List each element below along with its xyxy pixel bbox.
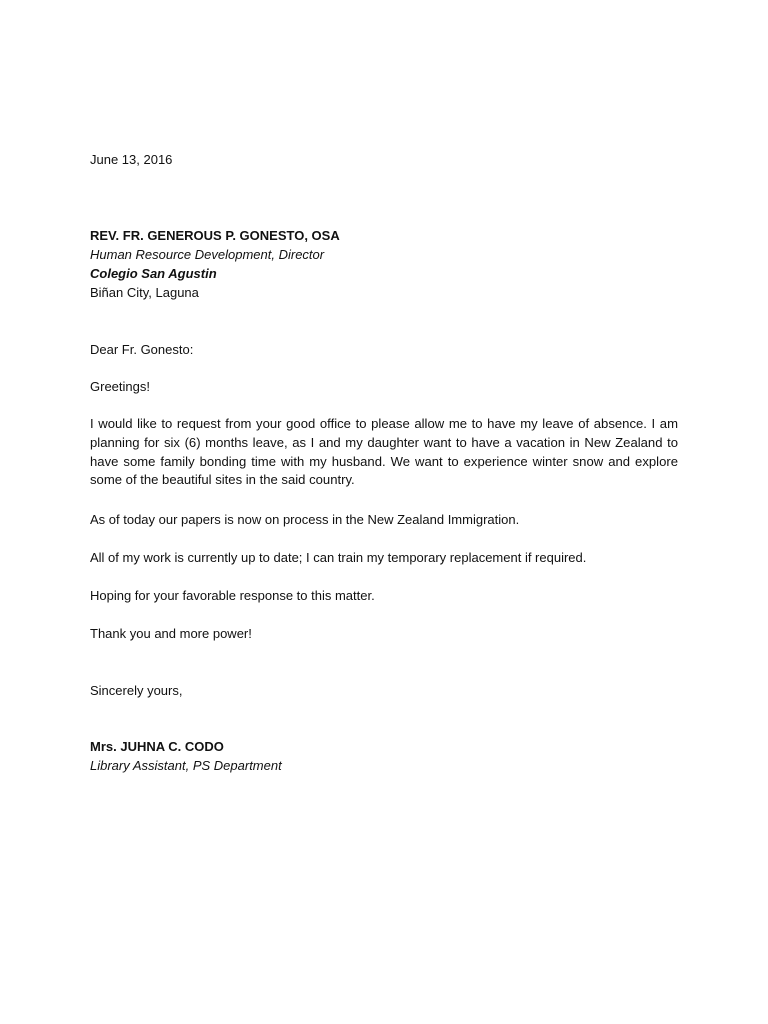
recipient-institution: Colegio San Agustin	[90, 266, 217, 281]
sender-name: Mrs. JUHNA C. CODO	[90, 739, 224, 754]
salutation: Dear Fr. Gonesto:	[90, 342, 194, 357]
closing: Sincerely yours,	[90, 683, 183, 698]
greeting: Greetings!	[90, 379, 150, 394]
body-paragraph: As of today our papers is now on process in the New Zealand Immigration.	[90, 512, 520, 527]
body-paragraph: All of my work is currently up to date; I can train my temporary replacement if required.	[90, 550, 587, 565]
recipient-city: Biñan City, Laguna	[90, 285, 199, 300]
body-paragraph: Hoping for your favorable response to this matter.	[90, 588, 375, 603]
recipient-name: REV. FR. GENEROUS P. GONESTO, OSA	[90, 228, 340, 243]
recipient-title: Human Resource Development, Director	[90, 247, 325, 262]
letter-date: June 13, 2016	[90, 152, 173, 167]
sender-title: Library Assistant, PS Department	[90, 758, 282, 773]
body-paragraph: Thank you and more power!	[90, 626, 252, 641]
body-paragraph: I would like to request from your good office to please allow me to have my leave of absence. I am planning for six (6) months leave, as I and my daughter want to have a vacation in New Zealand to have some family bonding time with my husband. We want to experience winter snow and explore some of the beautiful sites in the said country.	[90, 416, 678, 488]
